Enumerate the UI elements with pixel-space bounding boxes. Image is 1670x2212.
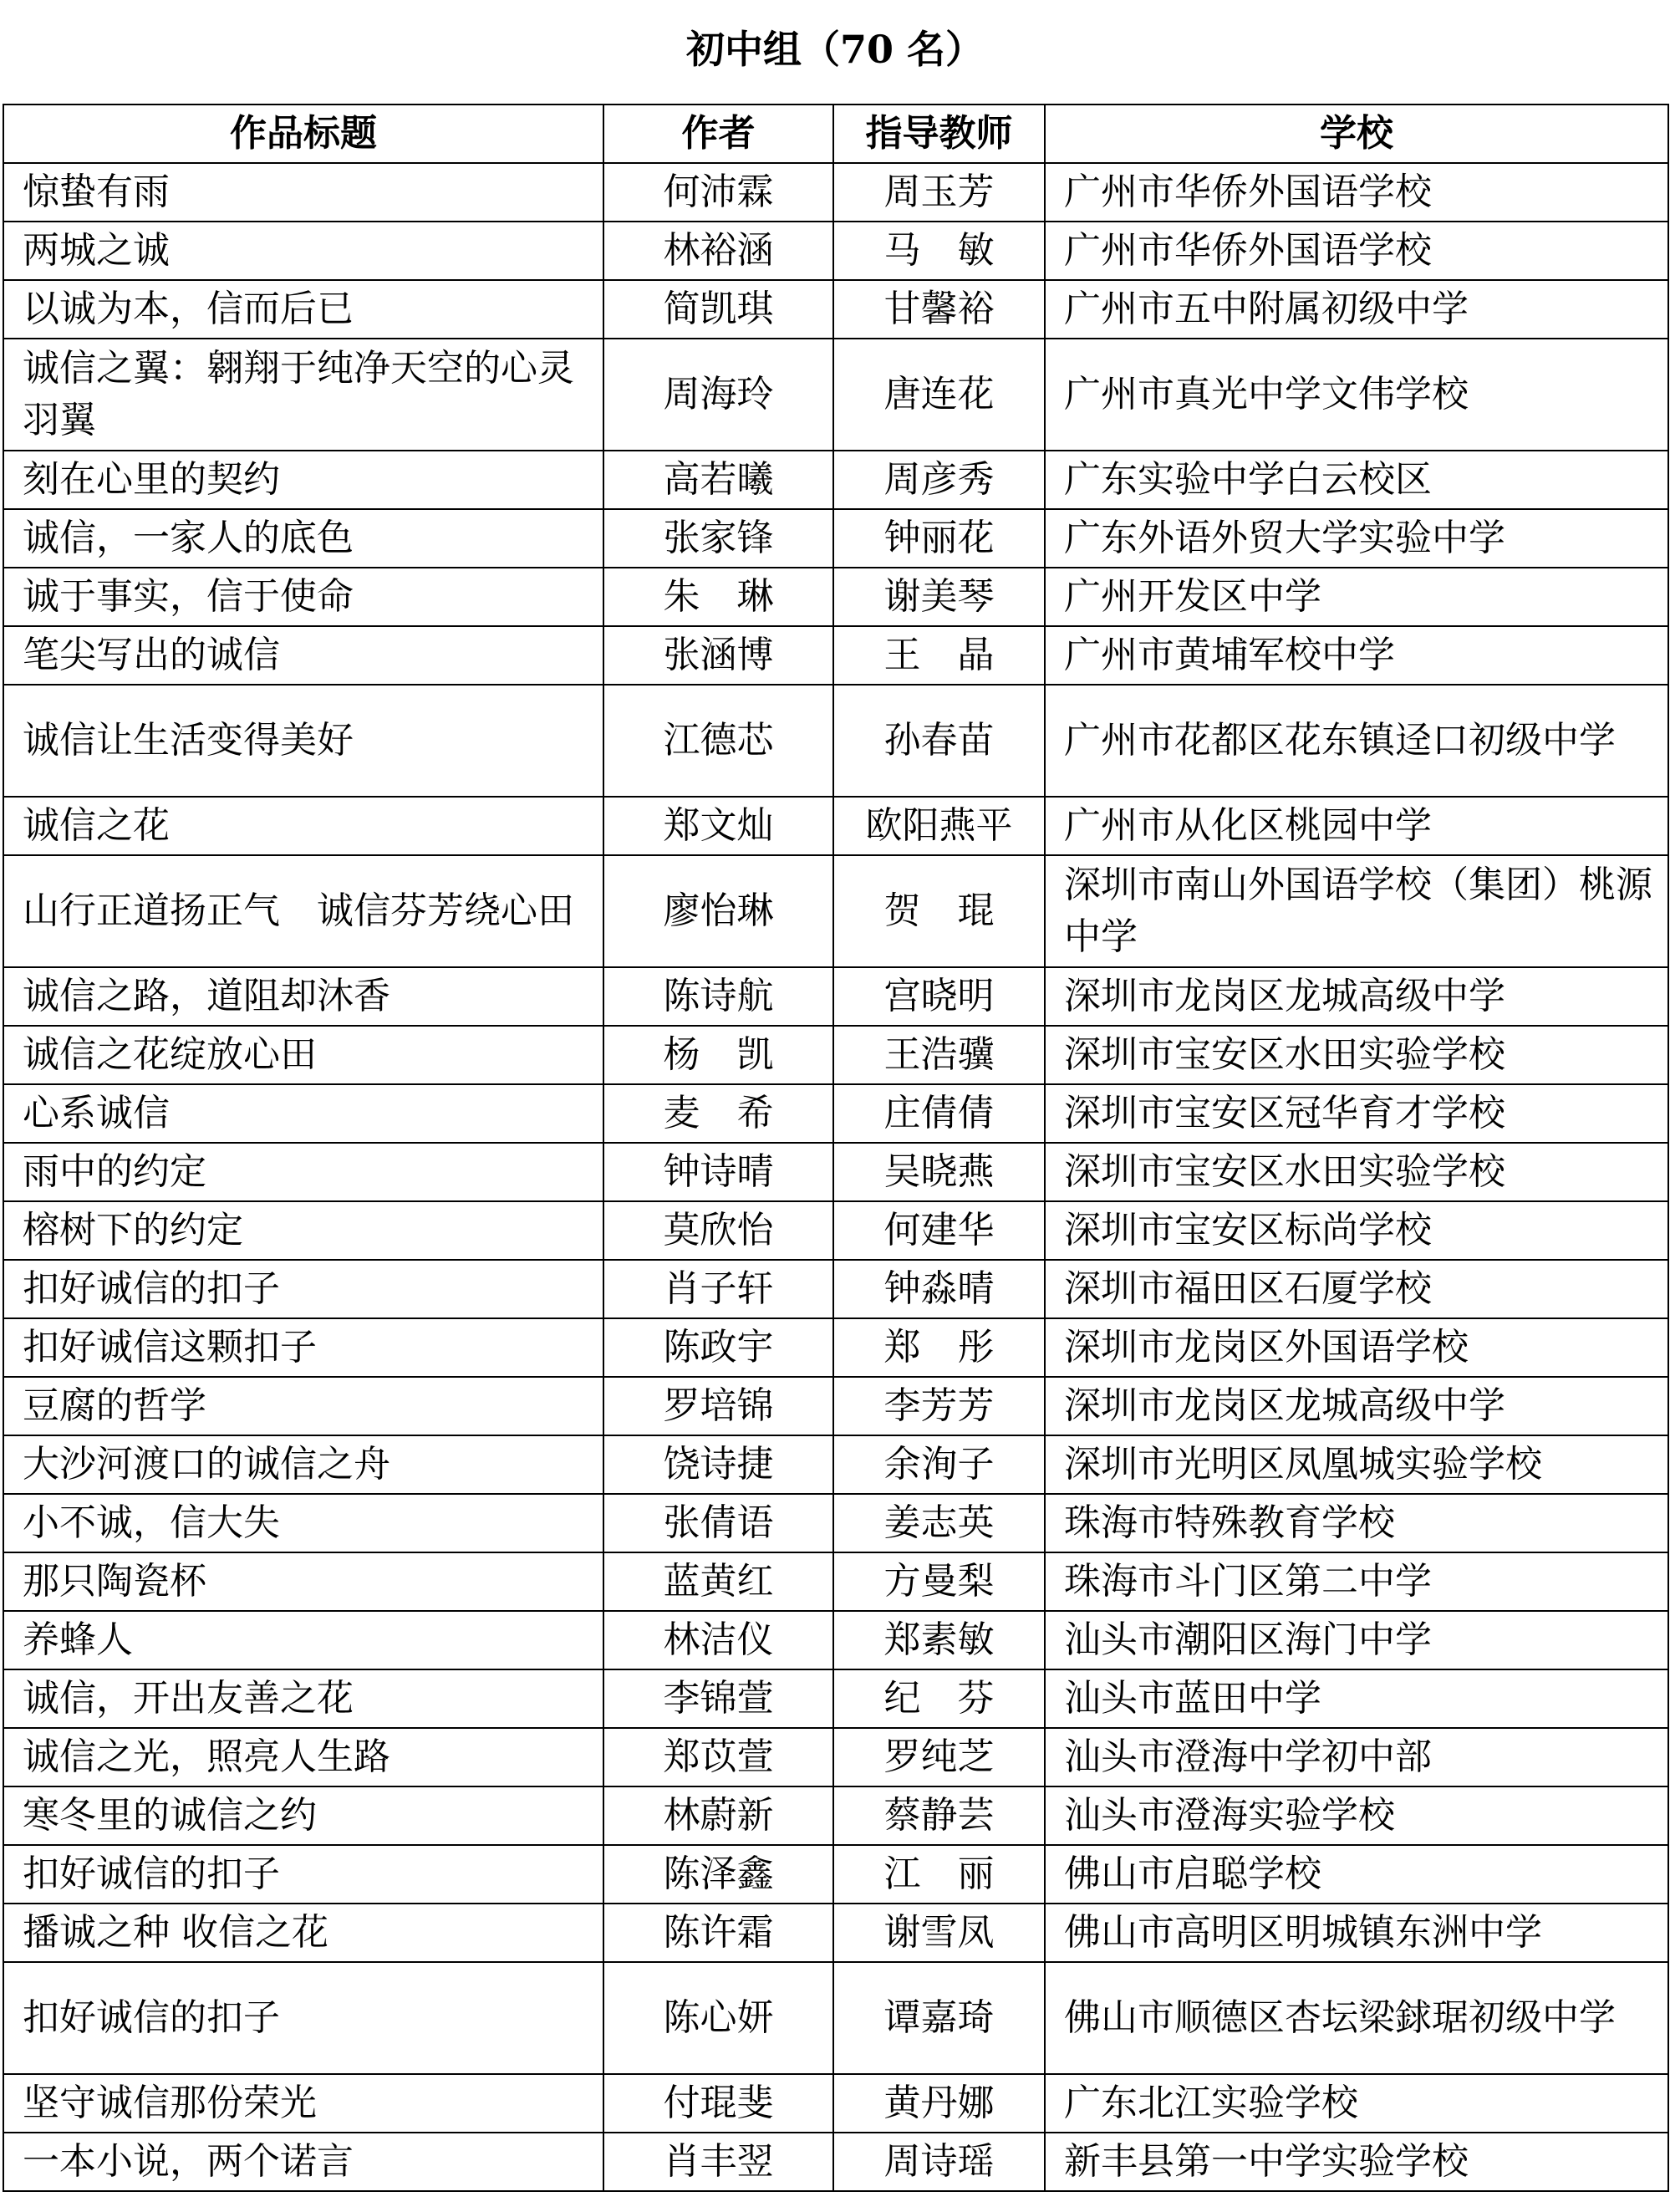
cell-school: 深圳市龙岗区龙城高级中学: [1045, 1377, 1668, 1435]
cell-author: 陈许霜: [603, 1904, 833, 1962]
cell-author: 张涵博: [603, 626, 833, 685]
cell-author: 郑苡萱: [603, 1728, 833, 1786]
cell-title: 雨中的约定: [3, 1143, 603, 1201]
cell-school: 新丰县第一中学实验学校: [1045, 2133, 1668, 2191]
table-row: [3, 568, 1668, 626]
cell-title: 寒冬里的诚信之约: [3, 1786, 603, 1845]
cell-author: 张家锋: [603, 509, 833, 568]
cell-author: 周海玲: [603, 339, 833, 451]
cell-title: 养蜂人: [3, 1611, 603, 1669]
cell-teacher: 唐连花: [833, 339, 1045, 451]
cell-teacher: 谢美琴: [833, 568, 1045, 626]
page-title: 初中组（70 名）: [685, 27, 985, 72]
cell-teacher: 钟淼晴: [833, 1260, 1045, 1318]
cell-teacher: 余洵子: [833, 1435, 1045, 1494]
cell-author: 莫欣怡: [603, 1201, 833, 1260]
cell-school: 广州市花都区花东镇迳口初级中学: [1045, 685, 1668, 797]
table-row: [3, 1552, 1668, 1611]
cell-school: 广东实验中学白云校区: [1045, 451, 1668, 509]
cell-author: 罗培锦: [603, 1377, 833, 1435]
cell-school: 佛山市启聪学校: [1045, 1845, 1668, 1904]
cell-school: 广州市五中附属初级中学: [1045, 280, 1668, 339]
cell-title: 扣好诚信这颗扣子: [3, 1318, 603, 1377]
cell-title: 笔尖写出的诚信: [3, 626, 603, 685]
cell-teacher: 孙春苗: [833, 685, 1045, 797]
header-author: 作者: [603, 104, 833, 163]
cell-author: 何沛霖: [603, 163, 833, 222]
table-row: [3, 1494, 1668, 1552]
table-row: [3, 1962, 1668, 2074]
cell-teacher: 李芳芳: [833, 1377, 1045, 1435]
cell-author: 蓝黄红: [603, 1552, 833, 1611]
cell-author: 简凯琪: [603, 280, 833, 339]
cell-teacher: 周诗瑶: [833, 2133, 1045, 2191]
cell-teacher: 贺 琨: [833, 855, 1045, 967]
table-row: [3, 1845, 1668, 1904]
cell-teacher: 何建华: [833, 1201, 1045, 1260]
cell-author: 肖丰翌: [603, 2133, 833, 2191]
table-row: [3, 1026, 1668, 1084]
cell-teacher: 宫晓明: [833, 967, 1045, 1026]
cell-teacher: 王浩骥: [833, 1026, 1045, 1084]
cell-author: 李锦萱: [603, 1669, 833, 1728]
table-row: [3, 1084, 1668, 1143]
cell-author: 陈泽鑫: [603, 1845, 833, 1904]
cell-title: 大沙河渡口的诚信之舟: [3, 1435, 603, 1494]
cell-author: 江德芯: [603, 685, 833, 797]
cell-teacher: 马 敏: [833, 222, 1045, 280]
cell-teacher: 江 丽: [833, 1845, 1045, 1904]
cell-teacher: 谭嘉琦: [833, 1962, 1045, 2074]
cell-author: 饶诗捷: [603, 1435, 833, 1494]
cell-title: 刻在心里的契约: [3, 451, 603, 509]
cell-title: 一本小说，两个诺言: [3, 2133, 603, 2191]
cell-author: 林洁仪: [603, 1611, 833, 1669]
cell-author: 陈心妍: [603, 1962, 833, 2074]
cell-school: 深圳市宝安区标尚学校: [1045, 1201, 1668, 1260]
table-row: [3, 1669, 1668, 1728]
cell-school: 佛山市高明区明城镇东洲中学: [1045, 1904, 1668, 1962]
cell-teacher: 周彦秀: [833, 451, 1045, 509]
table-row: [3, 855, 1668, 967]
cell-author: 郑文灿: [603, 797, 833, 855]
table-row: [3, 1611, 1668, 1669]
cell-teacher: 谢雪凤: [833, 1904, 1045, 1962]
cell-school: 广东北江实验学校: [1045, 2074, 1668, 2133]
table-row: [3, 1786, 1668, 1845]
cell-school: 深圳市宝安区冠华育才学校: [1045, 1084, 1668, 1143]
table-row: [3, 451, 1668, 509]
cell-title: 榕树下的约定: [3, 1201, 603, 1260]
cell-title: 山行正道扬正气 诚信芬芳绕心田: [3, 855, 603, 967]
cell-school: 汕头市澄海实验学校: [1045, 1786, 1668, 1845]
cell-teacher: 方曼梨: [833, 1552, 1045, 1611]
table-row: [3, 1260, 1668, 1318]
cell-teacher: 欧阳燕平: [833, 797, 1045, 855]
table-row: [3, 1435, 1668, 1494]
cell-author: 付琨斐: [603, 2074, 833, 2133]
cell-title: 扣好诚信的扣子: [3, 1260, 603, 1318]
cell-author: 张倩语: [603, 1494, 833, 1552]
cell-teacher: 罗纯芝: [833, 1728, 1045, 1786]
table-row: [3, 163, 1668, 222]
cell-teacher: 庄倩倩: [833, 1084, 1045, 1143]
table-row: [3, 967, 1668, 1026]
table-row: [3, 2133, 1668, 2191]
table-row: [3, 1377, 1668, 1435]
cell-teacher: 郑 彤: [833, 1318, 1045, 1377]
cell-school: 广州市华侨外国语学校: [1045, 163, 1668, 222]
cell-teacher: 纪 芬: [833, 1669, 1045, 1728]
cell-author: 林裕涵: [603, 222, 833, 280]
cell-author: 杨 凯: [603, 1026, 833, 1084]
cell-title: 诚信之光，照亮人生路: [3, 1728, 603, 1786]
cell-school: 珠海市斗门区第二中学: [1045, 1552, 1668, 1611]
cell-school: 深圳市龙岗区龙城高级中学: [1045, 967, 1668, 1026]
cell-author: 陈诗航: [603, 967, 833, 1026]
table-row: [3, 222, 1668, 280]
cell-school: 汕头市澄海中学初中部: [1045, 1728, 1668, 1786]
cell-title: 扣好诚信的扣子: [3, 1845, 603, 1904]
cell-title: 以诚为本，信而后已: [3, 280, 603, 339]
cell-teacher: 甘馨裕: [833, 280, 1045, 339]
cell-author: 肖子轩: [603, 1260, 833, 1318]
cell-teacher: 姜志英: [833, 1494, 1045, 1552]
cell-author: 钟诗晴: [603, 1143, 833, 1201]
table-row: [3, 797, 1668, 855]
cell-title: 诚信让生活变得美好: [3, 685, 603, 797]
cell-title: 坚守诚信那份荣光: [3, 2074, 603, 2133]
cell-title: 诚信，一家人的底色: [3, 509, 603, 568]
cell-teacher: 蔡静芸: [833, 1786, 1045, 1845]
cell-school: 深圳市龙岗区外国语学校: [1045, 1318, 1668, 1377]
cell-title: 小不诚，信大失: [3, 1494, 603, 1552]
cell-title: 豆腐的哲学: [3, 1377, 603, 1435]
cell-teacher: 郑素敏: [833, 1611, 1045, 1669]
cell-title: 诚信之翼：翱翔于纯净天空的心灵羽翼: [3, 339, 603, 451]
cell-title: 心系诚信: [3, 1084, 603, 1143]
table-row: [3, 1201, 1668, 1260]
cell-author: 朱 琳: [603, 568, 833, 626]
cell-school: 广州市黄埔军校中学: [1045, 626, 1668, 685]
cell-author: 廖怡琳: [603, 855, 833, 967]
table-row: [3, 509, 1668, 568]
table-row: [3, 1318, 1668, 1377]
cell-teacher: 黄丹娜: [833, 2074, 1045, 2133]
cell-school: 深圳市宝安区水田实验学校: [1045, 1026, 1668, 1084]
cell-school: 珠海市特殊教育学校: [1045, 1494, 1668, 1552]
cell-teacher: 周玉芳: [833, 163, 1045, 222]
table-row: [3, 1143, 1668, 1201]
cell-author: 林蔚新: [603, 1786, 833, 1845]
cell-title: 诚于事实，信于使命: [3, 568, 603, 626]
cell-title: 诚信之路，道阻却沐香: [3, 967, 603, 1026]
header-title: 作品标题: [3, 104, 603, 163]
cell-teacher: 钟丽花: [833, 509, 1045, 568]
cell-author: 高若曦: [603, 451, 833, 509]
cell-school: 汕头市蓝田中学: [1045, 1669, 1668, 1728]
cell-title: 诚信，开出友善之花: [3, 1669, 603, 1728]
cell-title: 诚信之花绽放心田: [3, 1026, 603, 1084]
cell-school: 广州市华侨外国语学校: [1045, 222, 1668, 280]
cell-school: 深圳市光明区凤凰城实验学校: [1045, 1435, 1668, 1494]
table-row: [3, 2074, 1668, 2133]
cell-school: 汕头市潮阳区海门中学: [1045, 1611, 1668, 1669]
cell-school: 深圳市福田区石厦学校: [1045, 1260, 1668, 1318]
table-row: [3, 626, 1668, 685]
cell-author: 陈政宇: [603, 1318, 833, 1377]
cell-title: 两城之诚: [3, 222, 603, 280]
cell-school: 深圳市南山外国语学校（集团）桃源中学: [1045, 855, 1668, 967]
cell-school: 广州开发区中学: [1045, 568, 1668, 626]
table-row: [3, 339, 1668, 451]
award-table: [3, 104, 1669, 2192]
cell-author: 麦 希: [603, 1084, 833, 1143]
cell-teacher: 吴晓燕: [833, 1143, 1045, 1201]
table-row: [3, 280, 1668, 339]
cell-teacher: 王 晶: [833, 626, 1045, 685]
cell-title: 惊蛰有雨: [3, 163, 603, 222]
cell-school: 佛山市顺德区杏坛梁銶琚初级中学: [1045, 1962, 1668, 2074]
cell-school: 深圳市宝安区水田实验学校: [1045, 1143, 1668, 1201]
table-row: [3, 685, 1668, 797]
table-row: [3, 1728, 1668, 1786]
header-teacher: 指导教师: [833, 104, 1045, 163]
cell-title: 诚信之花: [3, 797, 603, 855]
table-header-row: [3, 104, 1668, 163]
header-school: 学校: [1045, 104, 1668, 163]
cell-school: 广东外语外贸大学实验中学: [1045, 509, 1668, 568]
cell-school: 广州市从化区桃园中学: [1045, 797, 1668, 855]
cell-school: 广州市真光中学文伟学校: [1045, 339, 1668, 451]
cell-title: 扣好诚信的扣子: [3, 1962, 603, 2074]
table-row: [3, 1904, 1668, 1962]
cell-title: 那只陶瓷杯: [3, 1552, 603, 1611]
cell-title: 播诚之种 收信之花: [3, 1904, 603, 1962]
